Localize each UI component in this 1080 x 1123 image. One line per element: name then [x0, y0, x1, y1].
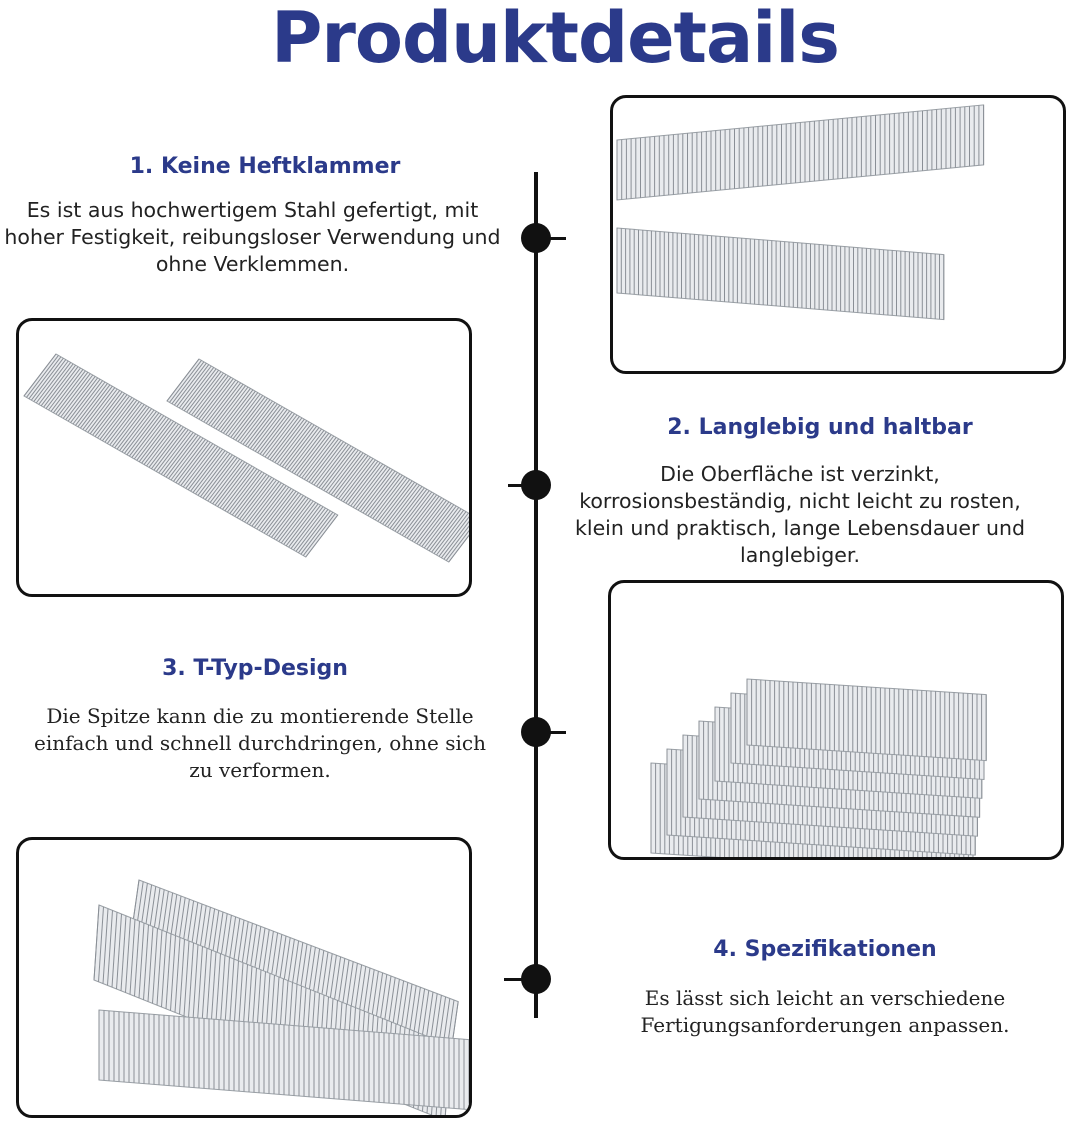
- timeline-tick-1: [538, 237, 566, 240]
- nail-strips-illustration: [613, 98, 1063, 371]
- feature-4-heading: 4. Spezifikationen: [713, 937, 937, 962]
- feature-2-heading: 2. Langlebig und haltbar: [667, 415, 973, 440]
- feature-3-text: Die Spitze kann die zu montierende Stelle einfach und schnell durchdringen, ohne sich zu verformen.: [34, 704, 486, 782]
- feature-1-text: Es ist aus hochwertigem Stahl gefertigt, mit hoher Festigkeit, reibungsloser Verwendung und ohne Verklemmen.: [4, 198, 501, 276]
- nail-strips-image-2: [16, 318, 472, 597]
- feature-3-heading: 3. T-Typ-Design: [162, 656, 348, 681]
- nail-strips-image-1: [610, 95, 1066, 374]
- nail-strips-illustration: [19, 840, 469, 1115]
- timeline-line: [534, 172, 538, 1018]
- nail-strips-image-3: [608, 580, 1064, 860]
- timeline-tick-4: [504, 978, 532, 981]
- timeline-tick-3: [538, 731, 566, 734]
- feature-4-text: Es lässt sich leicht an verschiedene Fertigungsanforderungen anpassen.: [640, 986, 1010, 1037]
- nail-strips-illustration: [19, 321, 469, 594]
- feature-1-heading: 1. Keine Heftklammer: [129, 154, 401, 179]
- page-title: Produktdetails: [271, 0, 839, 79]
- nail-strips-image-4: [16, 837, 472, 1118]
- nail-strips-illustration: [611, 583, 1061, 857]
- timeline-tick-2: [508, 484, 536, 487]
- feature-2-text: Die Oberfläche ist verzinkt, korrosionsbeständig, nicht leicht zu rosten, klein und praktisch, lange Lebensdauer und langlebiger.: [575, 462, 1025, 567]
